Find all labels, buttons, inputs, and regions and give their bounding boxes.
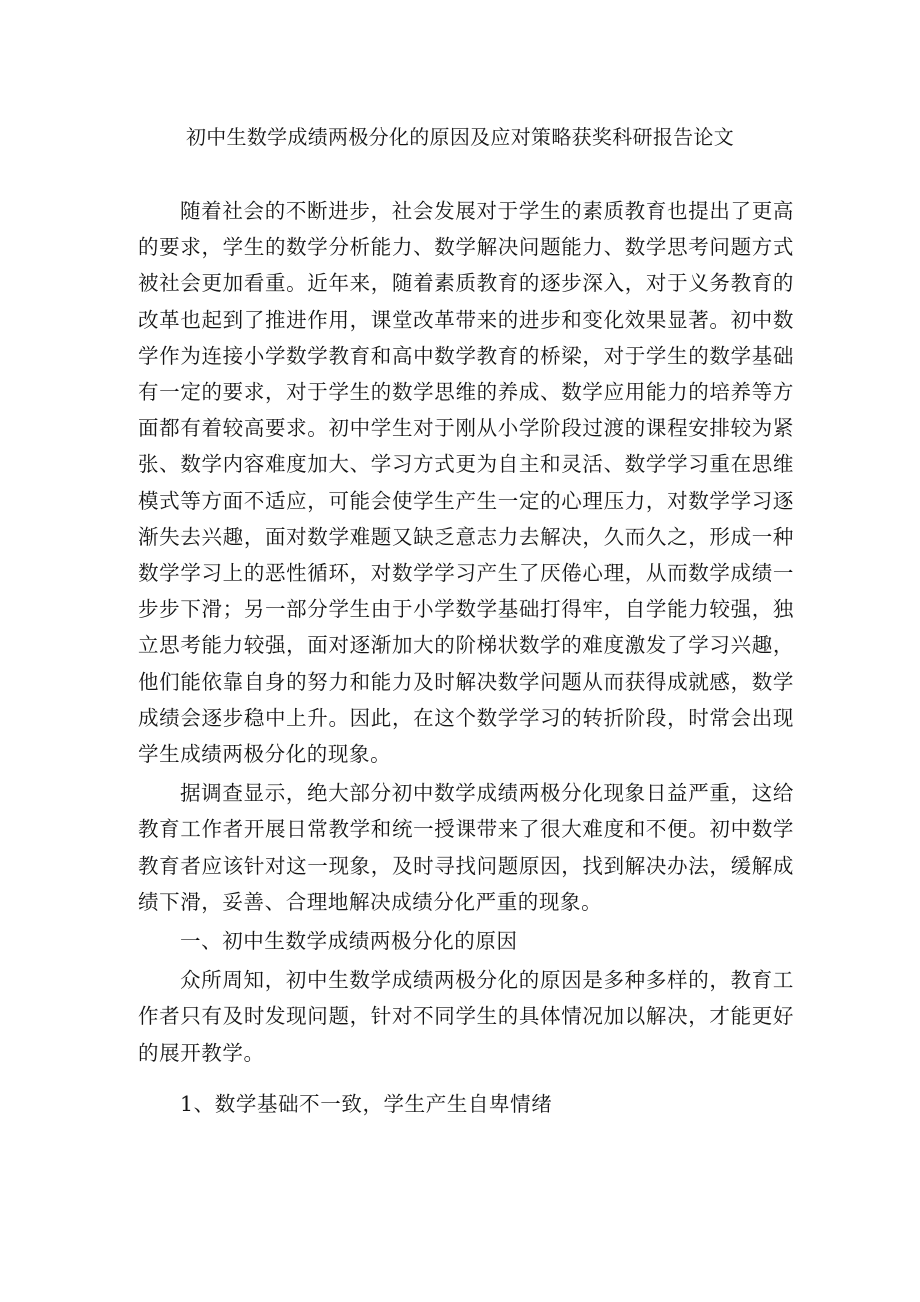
section-paragraph: 众所周知，初中生数学成绩两极分化的原因是多种多样的，教育工作者只有及时发现问题，针对不同学生的具体情况加以解决，才能更好的展开教学。: [138, 968, 794, 1065]
paragraph-intro: 随着社会的不断进步，社会发展对于学生的素质教育也提出了更高的要求，学生的数学分析能力、数学解决问题能力、数学思考问题方式被社会更加看重。近年来，随着素质教育的逐步深入，对于义务教育的改革也起到了推进作用，课堂改革带来的进步和变化效果显著。初中数学作为连接小学数学教育和高中数学教育的桥梁，对于学生的数学基础有一定的要求，对于学生的数学思维的养成、数学应用能力的培养等方面都有着较高要求。初中学生对于刚从小学阶段过渡的课程安排较为紧张、数学内容难度加大、学习方式更为自主和灵活、数学学习重在思维模式等方面不适应，可能会使学生产生一定的心理压力，对数学学习逐渐失去兴趣，面对数学难题又缺乏意志力去解决，久而久之，形成一种数学学习上的恶性循环，对数学学习产生了厌倦心理，从而数学成绩一步步下滑；另一部分学生由于小学数学基础打得牢，自学能力较强，独立思考能力较强，面对逐渐加大的阶梯状数学的难度激发了学习兴趣，他们能依靠自身的努力和能力及时解决数学问题从而获得成就感，数学成绩会逐步稳中上升。因此，在这个数学学习的转折阶段，时常会出现学生成绩两极分化的现象。: [138, 199, 794, 767]
subsection-heading: 1、数学基础不一致，学生产生自卑情绪: [180, 1091, 553, 1116]
document-title: 初中生数学成绩两极分化的原因及应对策略获奖科研报告论文: [185, 125, 735, 149]
document-body: [138, 193, 794, 1125]
paragraph-survey: 据调查显示，绝大部分初中数学成绩两极分化现象日益严重，这给教育工作者开展日常教学和统一授课带来了很大难度和不便。初中数学教育者应该针对这一现象，及时寻找问题原因，找到解决办法，缓解成绩下滑，妥善、合理地解决成绩分化严重的现象。: [138, 781, 794, 914]
section-heading: 一、初中生数学成绩两极分化的原因: [180, 929, 518, 954]
